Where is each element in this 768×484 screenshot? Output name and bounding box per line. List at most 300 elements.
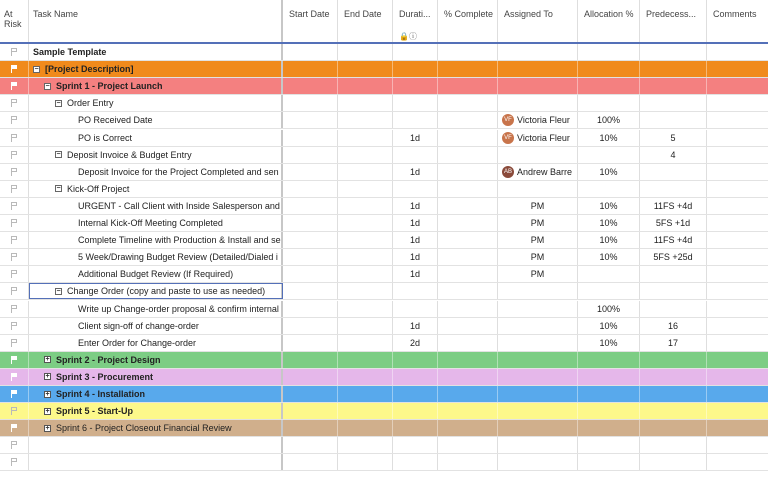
start-date-cell[interactable]	[283, 335, 338, 351]
end-date-cell[interactable]	[338, 403, 393, 419]
predecessors-cell[interactable]: 5	[640, 130, 707, 146]
predecessors-cell[interactable]: 17	[640, 335, 707, 351]
start-date-cell[interactable]	[283, 95, 338, 111]
duration-cell[interactable]	[393, 147, 438, 163]
predecessors-cell[interactable]	[640, 181, 707, 197]
predecessors-cell[interactable]	[640, 437, 707, 453]
pct-complete-cell[interactable]	[438, 215, 498, 231]
col-header-at-risk[interactable]: At Risk	[0, 0, 29, 42]
assigned-to-cell[interactable]	[498, 215, 578, 231]
task-name-cell[interactable]	[29, 318, 283, 334]
flag-icon[interactable]	[11, 270, 18, 278]
duration-cell[interactable]	[393, 112, 438, 128]
task-name-cell[interactable]	[29, 112, 283, 128]
at-risk-cell[interactable]	[0, 78, 29, 94]
task-name-cell[interactable]	[29, 283, 283, 299]
allocation-cell[interactable]	[578, 437, 640, 453]
predecessors-cell[interactable]	[640, 403, 707, 419]
end-date-cell[interactable]	[338, 232, 393, 248]
assigned-to-cell[interactable]	[498, 386, 578, 402]
start-date-cell[interactable]	[283, 283, 338, 299]
duration-cell[interactable]: 1d	[393, 266, 438, 282]
pct-complete-cell[interactable]	[438, 335, 498, 351]
table-row[interactable]	[0, 130, 768, 147]
start-date-cell[interactable]	[283, 318, 338, 334]
end-date-cell[interactable]	[338, 335, 393, 351]
table-row[interactable]	[0, 198, 768, 215]
predecessors-cell[interactable]	[640, 283, 707, 299]
duration-cell[interactable]: 1d	[393, 198, 438, 214]
at-risk-cell[interactable]	[0, 301, 29, 317]
table-row[interactable]	[0, 437, 768, 454]
duration-cell[interactable]	[393, 420, 438, 436]
duration-cell[interactable]: 1d	[393, 215, 438, 231]
pct-complete-cell[interactable]	[438, 386, 498, 402]
table-row[interactable]	[0, 181, 768, 198]
predecessors-cell[interactable]	[640, 61, 707, 77]
end-date-cell[interactable]	[338, 266, 393, 282]
comments-cell[interactable]	[707, 437, 768, 453]
end-date-cell[interactable]	[338, 301, 393, 317]
task-name-cell[interactable]	[29, 130, 283, 146]
start-date-cell[interactable]	[283, 266, 338, 282]
at-risk-cell[interactable]	[0, 61, 29, 77]
start-date-cell[interactable]	[283, 147, 338, 163]
table-row[interactable]	[0, 266, 768, 283]
task-name-cell[interactable]	[29, 386, 283, 402]
pct-complete-cell[interactable]	[438, 369, 498, 385]
end-date-cell[interactable]	[338, 352, 393, 368]
expand-icon[interactable]: +	[45, 424, 50, 432]
end-date-cell[interactable]	[338, 437, 393, 453]
at-risk-cell[interactable]	[0, 147, 29, 163]
assigned-to-cell[interactable]	[498, 403, 578, 419]
allocation-cell[interactable]	[578, 386, 640, 402]
duration-cell[interactable]	[393, 352, 438, 368]
pct-complete-cell[interactable]	[438, 112, 498, 128]
comments-cell[interactable]	[707, 164, 768, 180]
allocation-cell[interactable]	[578, 44, 640, 60]
table-row[interactable]	[0, 232, 768, 249]
start-date-cell[interactable]	[283, 78, 338, 94]
end-date-cell[interactable]	[338, 198, 393, 214]
table-row[interactable]	[0, 335, 768, 352]
duration-lock-info-icon[interactable]: 🔒ⓘ	[399, 32, 417, 41]
assigned-to-cell[interactable]	[498, 420, 578, 436]
start-date-cell[interactable]	[283, 369, 338, 385]
comments-cell[interactable]	[707, 266, 768, 282]
predecessors-cell[interactable]: 5FS +25d	[640, 249, 707, 265]
predecessors-cell[interactable]	[640, 266, 707, 282]
predecessors-cell[interactable]: 16	[640, 318, 707, 334]
pct-complete-cell[interactable]	[438, 78, 498, 94]
allocation-cell[interactable]: 10%	[578, 249, 640, 265]
comments-cell[interactable]	[707, 420, 768, 436]
duration-cell[interactable]	[393, 369, 438, 385]
table-row[interactable]	[0, 95, 768, 112]
at-risk-cell[interactable]	[0, 420, 29, 436]
assigned-to-cell[interactable]	[498, 352, 578, 368]
pct-complete-cell[interactable]	[438, 437, 498, 453]
pct-complete-cell[interactable]	[438, 232, 498, 248]
start-date-cell[interactable]	[283, 352, 338, 368]
table-row[interactable]	[0, 369, 768, 386]
start-date-cell[interactable]	[283, 420, 338, 436]
comments-cell[interactable]	[707, 44, 768, 60]
assigned-to-cell[interactable]	[498, 44, 578, 60]
assigned-to-cell[interactable]	[498, 198, 578, 214]
end-date-cell[interactable]	[338, 181, 393, 197]
allocation-cell[interactable]: 10%	[578, 198, 640, 214]
allocation-cell[interactable]: 10%	[578, 232, 640, 248]
end-date-cell[interactable]	[338, 130, 393, 146]
pct-complete-cell[interactable]	[438, 147, 498, 163]
allocation-cell[interactable]	[578, 403, 640, 419]
start-date-cell[interactable]	[283, 437, 338, 453]
duration-cell[interactable]: 1d	[393, 130, 438, 146]
allocation-cell[interactable]	[578, 95, 640, 111]
table-row[interactable]	[0, 420, 768, 437]
allocation-cell[interactable]	[578, 147, 640, 163]
task-name-cell[interactable]	[29, 181, 283, 197]
table-row[interactable]	[0, 249, 768, 266]
allocation-cell[interactable]	[578, 266, 640, 282]
flag-icon[interactable]	[11, 441, 18, 449]
flag-icon[interactable]	[11, 287, 18, 295]
assigned-to-cell[interactable]	[498, 454, 578, 470]
table-row[interactable]	[0, 44, 768, 61]
at-risk-cell[interactable]	[0, 232, 29, 248]
at-risk-cell[interactable]	[0, 352, 29, 368]
start-date-cell[interactable]	[283, 61, 338, 77]
duration-cell[interactable]	[393, 454, 438, 470]
flag-icon[interactable]	[11, 202, 18, 210]
flag-icon[interactable]	[11, 236, 18, 244]
comments-cell[interactable]	[707, 78, 768, 94]
comments-cell[interactable]	[707, 403, 768, 419]
at-risk-cell[interactable]	[0, 335, 29, 351]
task-name-cell[interactable]	[29, 249, 283, 265]
col-header-duration[interactable]: Durati...	[393, 0, 438, 42]
flag-icon[interactable]	[11, 458, 18, 466]
collapse-icon[interactable]: −	[45, 82, 50, 90]
start-date-cell[interactable]	[283, 215, 338, 231]
collapse-icon[interactable]: −	[56, 287, 61, 295]
assigned-to-cell[interactable]	[498, 232, 578, 248]
assigned-to-cell[interactable]	[498, 437, 578, 453]
end-date-cell[interactable]	[338, 44, 393, 60]
at-risk-cell[interactable]	[0, 95, 29, 111]
comments-cell[interactable]	[707, 112, 768, 128]
flag-icon[interactable]	[11, 134, 18, 142]
assigned-to-cell[interactable]	[498, 164, 578, 180]
table-row[interactable]	[0, 164, 768, 181]
start-date-cell[interactable]	[283, 386, 338, 402]
task-name-cell[interactable]	[29, 198, 283, 214]
duration-cell[interactable]: 1d	[393, 232, 438, 248]
predecessors-cell[interactable]	[640, 369, 707, 385]
table-row[interactable]	[0, 112, 768, 129]
end-date-cell[interactable]	[338, 95, 393, 111]
start-date-cell[interactable]	[283, 454, 338, 470]
flag-icon[interactable]	[11, 390, 18, 398]
pct-complete-cell[interactable]	[438, 61, 498, 77]
pct-complete-cell[interactable]	[438, 403, 498, 419]
assigned-to-cell[interactable]	[498, 181, 578, 197]
table-row[interactable]	[0, 454, 768, 471]
predecessors-cell[interactable]	[640, 95, 707, 111]
allocation-cell[interactable]	[578, 283, 640, 299]
comments-cell[interactable]	[707, 249, 768, 265]
allocation-cell[interactable]	[578, 420, 640, 436]
allocation-cell[interactable]	[578, 369, 640, 385]
end-date-cell[interactable]	[338, 164, 393, 180]
col-header-task-name[interactable]: Task Name	[29, 0, 283, 42]
end-date-cell[interactable]	[338, 386, 393, 402]
end-date-cell[interactable]	[338, 318, 393, 334]
at-risk-cell[interactable]	[0, 369, 29, 385]
duration-cell[interactable]	[393, 403, 438, 419]
table-row[interactable]	[0, 386, 768, 403]
task-name-cell[interactable]	[29, 266, 283, 282]
comments-cell[interactable]	[707, 369, 768, 385]
task-name-cell[interactable]	[29, 232, 283, 248]
duration-cell[interactable]	[393, 44, 438, 60]
allocation-cell[interactable]: 100%	[578, 112, 640, 128]
allocation-cell[interactable]: 10%	[578, 130, 640, 146]
table-row[interactable]	[0, 318, 768, 335]
table-row[interactable]	[0, 215, 768, 232]
flag-icon[interactable]	[11, 424, 18, 432]
table-row[interactable]	[0, 403, 768, 420]
flag-icon[interactable]	[11, 356, 18, 364]
pct-complete-cell[interactable]	[438, 44, 498, 60]
at-risk-cell[interactable]	[0, 403, 29, 419]
assigned-to-cell[interactable]	[498, 61, 578, 77]
start-date-cell[interactable]	[283, 232, 338, 248]
assigned-to-cell[interactable]	[498, 147, 578, 163]
collapse-icon[interactable]: −	[56, 151, 61, 159]
table-row[interactable]	[0, 352, 768, 369]
assigned-to-cell[interactable]	[498, 318, 578, 334]
comments-cell[interactable]	[707, 454, 768, 470]
comments-cell[interactable]	[707, 215, 768, 231]
expand-icon[interactable]: +	[45, 390, 50, 398]
allocation-cell[interactable]	[578, 181, 640, 197]
pct-complete-cell[interactable]	[438, 249, 498, 265]
allocation-cell[interactable]	[578, 454, 640, 470]
end-date-cell[interactable]	[338, 147, 393, 163]
start-date-cell[interactable]	[283, 164, 338, 180]
col-header-allocation[interactable]: Allocation %	[578, 0, 640, 42]
predecessors-cell[interactable]	[640, 112, 707, 128]
collapse-icon[interactable]: −	[34, 65, 39, 73]
predecessors-cell[interactable]	[640, 44, 707, 60]
at-risk-cell[interactable]	[0, 44, 29, 60]
table-row[interactable]	[0, 301, 768, 318]
flag-icon[interactable]	[11, 373, 18, 381]
start-date-cell[interactable]	[283, 181, 338, 197]
at-risk-cell[interactable]	[0, 266, 29, 282]
flag-icon[interactable]	[11, 168, 18, 176]
allocation-cell[interactable]	[578, 61, 640, 77]
comments-cell[interactable]	[707, 147, 768, 163]
pct-complete-cell[interactable]	[438, 95, 498, 111]
task-name-cell[interactable]	[29, 335, 283, 351]
assigned-to-cell[interactable]	[498, 335, 578, 351]
predecessors-cell[interactable]	[640, 386, 707, 402]
col-header-start-date[interactable]: Start Date	[283, 0, 338, 42]
task-name-cell[interactable]	[29, 164, 283, 180]
allocation-cell[interactable]	[578, 78, 640, 94]
at-risk-cell[interactable]	[0, 130, 29, 146]
pct-complete-cell[interactable]	[438, 454, 498, 470]
flag-icon[interactable]	[11, 407, 18, 415]
table-row[interactable]	[0, 78, 768, 95]
col-header-comments[interactable]: Comments	[713, 9, 757, 19]
task-name-cell[interactable]	[29, 352, 283, 368]
task-name-cell[interactable]	[29, 147, 283, 163]
flag-icon[interactable]	[11, 99, 18, 107]
pct-complete-cell[interactable]	[438, 420, 498, 436]
predecessors-cell[interactable]: 11FS +4d	[640, 232, 707, 248]
at-risk-cell[interactable]	[0, 454, 29, 470]
at-risk-cell[interactable]	[0, 386, 29, 402]
assigned-to-cell[interactable]	[498, 301, 578, 317]
assigned-to-cell[interactable]	[498, 112, 578, 128]
table-row[interactable]	[0, 61, 768, 78]
task-name-cell[interactable]	[29, 420, 283, 436]
duration-cell[interactable]: 2d	[393, 335, 438, 351]
duration-cell[interactable]: 1d	[393, 318, 438, 334]
predecessors-cell[interactable]	[640, 164, 707, 180]
at-risk-cell[interactable]	[0, 164, 29, 180]
predecessors-cell[interactable]	[640, 78, 707, 94]
predecessors-cell[interactable]: 4	[640, 147, 707, 163]
at-risk-cell[interactable]	[0, 215, 29, 231]
predecessors-cell[interactable]	[640, 420, 707, 436]
flag-icon[interactable]	[11, 219, 18, 227]
duration-cell[interactable]	[393, 61, 438, 77]
predecessors-cell[interactable]: 11FS +4d	[640, 198, 707, 214]
end-date-cell[interactable]	[338, 61, 393, 77]
comments-cell[interactable]	[707, 232, 768, 248]
comments-cell[interactable]	[707, 130, 768, 146]
at-risk-cell[interactable]	[0, 318, 29, 334]
allocation-cell[interactable]	[578, 352, 640, 368]
col-header-predecessors[interactable]: Predecess...	[640, 0, 707, 42]
flag-icon[interactable]	[11, 151, 18, 159]
predecessors-cell[interactable]	[640, 301, 707, 317]
col-header-end-date[interactable]: End Date	[338, 0, 393, 42]
comments-cell[interactable]	[707, 95, 768, 111]
comments-cell[interactable]	[707, 386, 768, 402]
start-date-cell[interactable]	[283, 403, 338, 419]
col-header-pct-complete[interactable]: % Complete	[438, 0, 498, 42]
task-name-cell[interactable]	[29, 61, 283, 77]
duration-cell[interactable]	[393, 386, 438, 402]
flag-icon[interactable]	[11, 48, 18, 56]
task-name-cell[interactable]	[29, 369, 283, 385]
start-date-cell[interactable]	[283, 198, 338, 214]
start-date-cell[interactable]	[283, 112, 338, 128]
table-row[interactable]	[0, 283, 768, 300]
duration-cell[interactable]	[393, 437, 438, 453]
comments-cell[interactable]	[707, 335, 768, 351]
at-risk-cell[interactable]	[0, 437, 29, 453]
start-date-cell[interactable]	[283, 44, 338, 60]
duration-cell[interactable]: 1d	[393, 164, 438, 180]
at-risk-cell[interactable]	[0, 198, 29, 214]
assigned-to-cell[interactable]	[498, 369, 578, 385]
pct-complete-cell[interactable]	[438, 130, 498, 146]
expand-icon[interactable]: +	[45, 356, 50, 364]
comments-cell[interactable]	[707, 352, 768, 368]
end-date-cell[interactable]	[338, 215, 393, 231]
end-date-cell[interactable]	[338, 369, 393, 385]
flag-icon[interactable]	[11, 339, 18, 347]
table-row[interactable]	[0, 147, 768, 164]
comments-cell[interactable]	[707, 181, 768, 197]
duration-cell[interactable]: 1d	[393, 249, 438, 265]
at-risk-cell[interactable]	[0, 112, 29, 128]
task-name-cell[interactable]	[29, 78, 283, 94]
duration-cell[interactable]	[393, 95, 438, 111]
flag-icon[interactable]	[11, 322, 18, 330]
end-date-cell[interactable]	[338, 78, 393, 94]
allocation-cell[interactable]: 10%	[578, 164, 640, 180]
task-name-cell[interactable]	[29, 437, 283, 453]
flag-icon[interactable]	[11, 82, 18, 90]
pct-complete-cell[interactable]	[438, 318, 498, 334]
task-name-cell[interactable]	[29, 403, 283, 419]
end-date-cell[interactable]	[338, 112, 393, 128]
comments-cell[interactable]	[707, 61, 768, 77]
at-risk-cell[interactable]	[0, 283, 29, 299]
at-risk-cell[interactable]	[0, 181, 29, 197]
pct-complete-cell[interactable]	[438, 198, 498, 214]
duration-cell[interactable]	[393, 78, 438, 94]
expand-icon[interactable]: +	[45, 373, 50, 381]
collapse-icon[interactable]: −	[56, 99, 61, 107]
task-name-cell[interactable]	[29, 215, 283, 231]
expand-icon[interactable]: +	[45, 407, 50, 415]
flag-icon[interactable]	[11, 185, 18, 193]
allocation-cell[interactable]: 10%	[578, 335, 640, 351]
at-risk-cell[interactable]	[0, 249, 29, 265]
pct-complete-cell[interactable]	[438, 266, 498, 282]
start-date-cell[interactable]	[283, 249, 338, 265]
predecessors-cell[interactable]	[640, 454, 707, 470]
assigned-to-cell[interactable]	[498, 283, 578, 299]
flag-icon[interactable]	[11, 116, 18, 124]
task-name-cell[interactable]	[29, 454, 283, 470]
duration-cell[interactable]	[393, 181, 438, 197]
duration-cell[interactable]	[393, 301, 438, 317]
flag-icon[interactable]	[11, 305, 18, 313]
start-date-cell[interactable]	[283, 301, 338, 317]
duration-cell[interactable]	[393, 283, 438, 299]
predecessors-cell[interactable]: 5FS +1d	[640, 215, 707, 231]
assigned-to-cell[interactable]	[498, 266, 578, 282]
predecessors-cell[interactable]	[640, 352, 707, 368]
pct-complete-cell[interactable]	[438, 283, 498, 299]
allocation-cell[interactable]: 10%	[578, 318, 640, 334]
pct-complete-cell[interactable]	[438, 301, 498, 317]
flag-icon[interactable]	[11, 65, 18, 73]
task-name-cell[interactable]	[29, 301, 283, 317]
end-date-cell[interactable]	[338, 420, 393, 436]
